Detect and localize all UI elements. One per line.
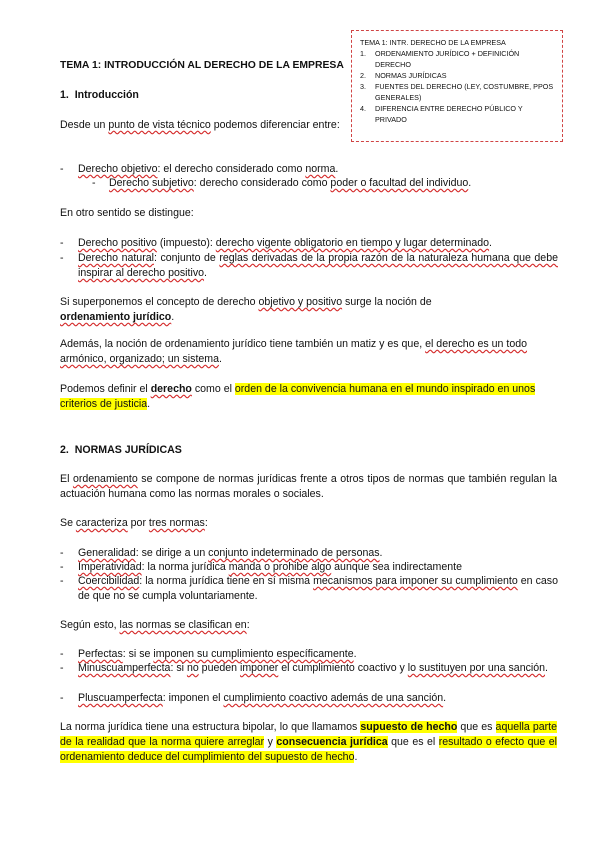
list-dash: - — [60, 648, 64, 660]
underlined-text: Generalidad — [78, 547, 136, 559]
underlined-text: las normas se clasifican en — [119, 619, 247, 631]
underlined-text: Imperatividad — [78, 561, 142, 573]
text-run: . — [379, 547, 383, 559]
underlined-text: Coercibilidad — [78, 575, 140, 587]
text-run: El — [60, 473, 73, 485]
underlined-text: ordenamiento — [72, 473, 138, 485]
list-dash: - — [60, 575, 64, 587]
list-dash: - — [60, 692, 64, 704]
list-item — [78, 546, 558, 561]
underlined-text: cumplimiento coactivo además de una sanción — [223, 692, 444, 704]
text-run: : — [246, 619, 250, 631]
text-run: 1. — [60, 89, 69, 101]
text-run: Se — [60, 517, 76, 529]
list-item — [78, 560, 558, 575]
list-dash: - — [60, 163, 64, 175]
text-run: (impuesto): — [156, 237, 216, 249]
underlined-text: Derecho positivo — [78, 237, 157, 249]
text-run: NORMAS JURÍDICAS — [375, 71, 447, 80]
underlined-text: derecho — [150, 383, 192, 395]
underlined-text: Derecho subjetivo — [109, 177, 194, 189]
underlined-text: Derecho natural — [78, 252, 154, 264]
text-run: en caso de que no se cumpla voluntariamente. — [78, 575, 558, 602]
text-run: 3. — [360, 82, 366, 91]
paragraph — [60, 516, 557, 531]
underlined-text: poder o facultad del individuo — [330, 177, 469, 189]
underlined-text: Pluscuamperfecta — [78, 692, 163, 704]
text-run: FUENTES DEL DERECHO (LEY, COSTUMBRE, PPOS GENERALES) — [375, 82, 554, 102]
underlined-text: punto de vista técnico — [108, 119, 211, 131]
text-run: . — [353, 648, 357, 660]
text-run: se compone de normas jurídicas frente a otros tipos de normas que también regulan la actuación humana como las normas morales o sociales. — [60, 473, 557, 500]
list-dash: - — [60, 237, 64, 249]
text-run: : imponen el — [162, 692, 224, 704]
text-run: . — [204, 267, 207, 279]
text-run: . — [443, 692, 447, 704]
text-run: Según esto, — [60, 619, 120, 631]
text-run: NORMAS JURÍDICAS — [74, 444, 182, 456]
text-run: . — [354, 751, 358, 763]
highlighted-text: supuesto de hecho — [360, 721, 458, 733]
page-title: TEMA 1: INTRODUCCIÓN AL DERECHO DE LA EMPRESA — [60, 60, 344, 71]
text-run: : si — [170, 662, 187, 674]
text-run: . — [489, 237, 492, 249]
text-run: aunque sea indirectamente — [331, 561, 462, 573]
paragraph — [60, 472, 557, 502]
underlined-text: Perfectas — [78, 648, 123, 660]
text-run: Introducción — [74, 89, 139, 101]
section-2-heading — [60, 443, 557, 458]
list-item — [78, 574, 558, 604]
underlined-text: ordenamiento jurídico — [60, 311, 172, 323]
text-run: podemos diferenciar entre: — [210, 119, 340, 131]
text-run: . — [468, 177, 472, 189]
text-run: : — [204, 517, 208, 529]
text-run: . — [171, 311, 175, 323]
highlighted-text: aquella parte de la realidad que la norma quiere arreglar — [60, 721, 557, 748]
underlined-text: manda o prohibe algo — [228, 561, 332, 573]
underlined-text: caracteriza — [75, 517, 128, 529]
text-run: 2. — [60, 444, 69, 456]
highlighted-text: orden de la convivencia humana en el mundo inspirado en unos criterios de justicia — [60, 383, 536, 410]
text-run: : se dirige a un — [135, 547, 209, 559]
list-dash: - — [92, 177, 96, 189]
text-run: pueden — [198, 662, 240, 674]
text-run: La norma jurídica tiene una estructura bipolar, lo que llamamos — [60, 721, 361, 733]
paragraph-highlight — [60, 720, 557, 765]
underlined-text: tres normas — [148, 517, 205, 529]
text-run: : si se — [122, 648, 154, 660]
underlined-text: el derecho es un todo armónico, organizado; un sistema — [60, 338, 528, 365]
text-run: . — [219, 353, 222, 365]
paragraph-highlight — [60, 382, 557, 412]
text-run: : derecho considerado como — [193, 177, 331, 189]
list-item — [78, 661, 558, 676]
underlined-text: imponen su cumplimiento específicamente — [153, 648, 354, 660]
text-run: el cumplimiento coactivo y — [278, 662, 408, 674]
text-run: surge la noción de — [342, 296, 432, 308]
paragraph — [60, 118, 557, 133]
underlined-text: imponer — [239, 662, 279, 674]
list-item — [78, 162, 558, 177]
text-run: Desde un — [60, 119, 106, 131]
underlined-text: Minuscuamperfecta — [78, 662, 171, 674]
text-run: : la norma jurídica tiene en sí misma — [139, 575, 314, 587]
text-run: 1. — [360, 49, 366, 58]
list-dash: - — [60, 547, 64, 559]
paragraph: En otro sentido se distingue: — [60, 207, 194, 219]
underlined-text: derecho vigente obligatorio en tiempo y lugar determinado — [215, 237, 490, 249]
paragraph — [60, 618, 557, 633]
list-item — [78, 691, 558, 706]
underlined-text: norma — [305, 163, 336, 175]
list-item — [78, 647, 558, 662]
underlined-text: no — [186, 662, 199, 674]
highlighted-text: resultado o efecto que el ordenamiento deduce del cumplimiento del supuesto de hecho — [60, 736, 558, 763]
highlighted-text: consecuencia jurídica — [276, 736, 388, 748]
text-run: que es el — [387, 736, 439, 748]
text-run: por — [127, 517, 149, 529]
text-run: 2. — [360, 71, 366, 80]
text-run: que es — [457, 721, 496, 733]
underlined-text: Derecho objetivo — [78, 163, 158, 175]
text-run: . — [545, 662, 548, 674]
text-run: Podemos definir el — [60, 383, 151, 395]
toc-title: TEMA 1: INTR. DERECHO DE LA EMPRESA — [360, 38, 506, 47]
underlined-text: objetivo y positivo — [258, 296, 343, 308]
underlined-text: lo sustituyen por una sanción — [407, 662, 546, 674]
section-1-heading — [60, 88, 557, 103]
paragraph — [60, 337, 557, 367]
list-dash: - — [60, 662, 64, 674]
text-run: : el derecho considerado como — [157, 163, 306, 175]
text-run: . — [147, 398, 151, 410]
underlined-text: conjunto indeterminado de personas — [208, 547, 380, 559]
list-item — [78, 251, 558, 281]
text-run: : la norma jurídica — [141, 561, 229, 573]
text-run: como el — [191, 383, 235, 395]
list-item — [109, 176, 559, 191]
text-run: y — [264, 736, 277, 748]
underlined-text: mecanismos para imponer su cumplimiento — [313, 575, 518, 587]
list-dash: - — [60, 561, 64, 573]
text-run: 4. — [360, 104, 366, 113]
text-run: . — [335, 163, 339, 175]
list-item — [78, 236, 558, 251]
underlined-text: reglas derivadas de la propia razón de la naturaleza humana que debe inspirar al derecho positivo — [78, 252, 558, 279]
paragraph — [60, 295, 557, 325]
list-dash: - — [60, 252, 64, 264]
text-run: DIFERENCIA ENTRE DERECHO PÚBLICO Y PRIVADO — [375, 104, 523, 124]
text-run: Además, la noción de ordenamiento jurídico tiene también un matiz y es que, — [60, 338, 426, 350]
text-run: Si superponemos el concepto de derecho — [60, 296, 259, 308]
text-run: ORDENAMIENTO JURÍDICO + DEFINICIÓN DERECHO — [375, 49, 520, 69]
text-run: : conjunto de — [153, 252, 220, 264]
